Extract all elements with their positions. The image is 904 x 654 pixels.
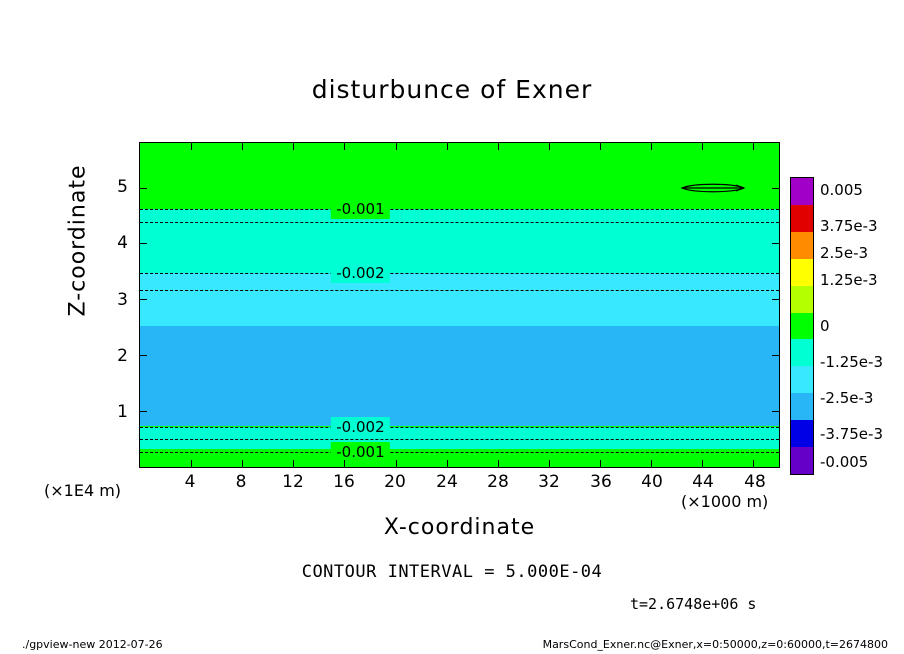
y-tick bbox=[140, 299, 147, 300]
vector-arrow-icon bbox=[680, 182, 746, 194]
x-axis-title: X-coordinate bbox=[383, 515, 536, 540]
contour-label: -0.001 bbox=[331, 199, 389, 219]
x-tick-label: 44 bbox=[692, 472, 714, 492]
y-tick-right bbox=[772, 411, 779, 412]
contour-label: -0.002 bbox=[331, 263, 389, 283]
x-tick bbox=[753, 460, 754, 467]
x-tick-label: 8 bbox=[235, 472, 247, 492]
x-tick bbox=[293, 460, 294, 467]
x-tick bbox=[396, 460, 397, 467]
y-tick-label: 2 bbox=[117, 346, 128, 366]
y-tick bbox=[140, 188, 147, 189]
colorbar-segment bbox=[791, 313, 813, 340]
contour-band bbox=[140, 326, 779, 426]
x-tick-label: 32 bbox=[538, 472, 560, 492]
x-tick-label: 48 bbox=[744, 472, 766, 492]
x-tick bbox=[498, 460, 499, 467]
colorbar-segment bbox=[791, 205, 813, 232]
contour-line bbox=[140, 209, 779, 210]
page-title: disturbunce of Exner bbox=[311, 75, 593, 104]
colorbar-segment bbox=[791, 232, 813, 259]
y-tick-label: 5 bbox=[117, 177, 128, 197]
contour-label: -0.002 bbox=[331, 417, 389, 437]
colorbar-segment bbox=[791, 178, 813, 205]
contour-line bbox=[140, 427, 779, 428]
contour-line bbox=[140, 439, 779, 440]
x-tick-top bbox=[702, 143, 703, 150]
x-tick-label: 4 bbox=[184, 472, 196, 492]
x-tick-top bbox=[651, 143, 652, 150]
x-tick-top bbox=[498, 143, 499, 150]
y-axis-title: Z-coordinate bbox=[65, 164, 91, 317]
x-tick-label: 36 bbox=[590, 472, 612, 492]
contour-line bbox=[140, 452, 779, 453]
y-tick bbox=[140, 355, 147, 356]
colorbar-segment bbox=[791, 393, 813, 420]
y-tick-right bbox=[772, 188, 779, 189]
y-tick-label: 3 bbox=[117, 290, 128, 310]
y-tick-label: 1 bbox=[117, 402, 128, 422]
contour-line bbox=[140, 290, 779, 291]
x-tick-label: 12 bbox=[282, 472, 304, 492]
colorbar-tick-label: -3.75e-3 bbox=[820, 425, 883, 443]
contour-label: -0.001 bbox=[331, 442, 389, 462]
x-axis-units: (×1000 m) bbox=[681, 492, 769, 511]
colorbar-tick-label: 0 bbox=[820, 317, 830, 335]
contour-interval-text: CONTOUR INTERVAL = 5.000E-04 bbox=[301, 562, 603, 582]
x-tick bbox=[549, 460, 550, 467]
contour-band bbox=[140, 427, 779, 450]
x-tick-top bbox=[753, 143, 754, 150]
contour-band bbox=[140, 209, 779, 272]
y-tick-right bbox=[772, 299, 779, 300]
x-tick-top bbox=[447, 143, 448, 150]
x-tick-top bbox=[549, 143, 550, 150]
colorbar-segment bbox=[791, 447, 813, 474]
x-tick bbox=[651, 460, 652, 467]
colorbar-tick-label: -2.5e-3 bbox=[820, 389, 874, 407]
y-tick-right bbox=[772, 355, 779, 356]
x-tick bbox=[191, 460, 192, 467]
colorbar-tick-label: 1.25e-3 bbox=[820, 271, 878, 289]
x-tick-top bbox=[242, 143, 243, 150]
time-stamp-text: t=2.6748e+06 s bbox=[630, 595, 757, 613]
colorbar-segment bbox=[791, 420, 813, 447]
colorbar-segment bbox=[791, 259, 813, 286]
x-tick-top bbox=[600, 143, 601, 150]
contour-band bbox=[140, 143, 779, 209]
x-tick-top bbox=[396, 143, 397, 150]
footer-right-text: MarsCond_Exner.nc@Exner,x=0:50000,z=0:60000,t=2674800 bbox=[542, 638, 888, 651]
y-tick bbox=[140, 243, 147, 244]
contour-line bbox=[140, 222, 779, 223]
x-tick-top bbox=[293, 143, 294, 150]
x-tick-label: 16 bbox=[333, 472, 355, 492]
colorbar-tick-label: -0.005 bbox=[820, 453, 869, 471]
x-tick bbox=[447, 460, 448, 467]
colorbar-tick-label: 2.5e-3 bbox=[820, 244, 869, 262]
colorbar-segment bbox=[791, 286, 813, 313]
x-tick bbox=[242, 460, 243, 467]
y-tick bbox=[140, 411, 147, 412]
colorbar bbox=[790, 177, 814, 475]
contour-line bbox=[140, 273, 779, 274]
colorbar-segment bbox=[791, 339, 813, 366]
plot-area bbox=[139, 142, 780, 468]
colorbar-tick-label: 0.005 bbox=[820, 181, 863, 199]
colorbar-tick-label: 3.75e-3 bbox=[820, 217, 878, 235]
y-axis-units: (×1E4 m) bbox=[44, 481, 122, 500]
x-tick bbox=[600, 460, 601, 467]
x-tick-label: 20 bbox=[384, 472, 406, 492]
x-tick bbox=[344, 460, 345, 467]
x-tick bbox=[702, 460, 703, 467]
colorbar-tick-label: -1.25e-3 bbox=[820, 353, 883, 371]
x-tick-label: 24 bbox=[436, 472, 458, 492]
y-tick-label: 4 bbox=[117, 233, 128, 253]
x-tick-top bbox=[191, 143, 192, 150]
y-tick-right bbox=[772, 243, 779, 244]
footer-left-text: ./gpview-new 2012-07-26 bbox=[22, 638, 163, 651]
x-tick-label: 40 bbox=[641, 472, 663, 492]
x-tick-top bbox=[344, 143, 345, 150]
x-tick-label: 28 bbox=[487, 472, 509, 492]
contour-band bbox=[140, 273, 779, 326]
colorbar-segment bbox=[791, 366, 813, 393]
